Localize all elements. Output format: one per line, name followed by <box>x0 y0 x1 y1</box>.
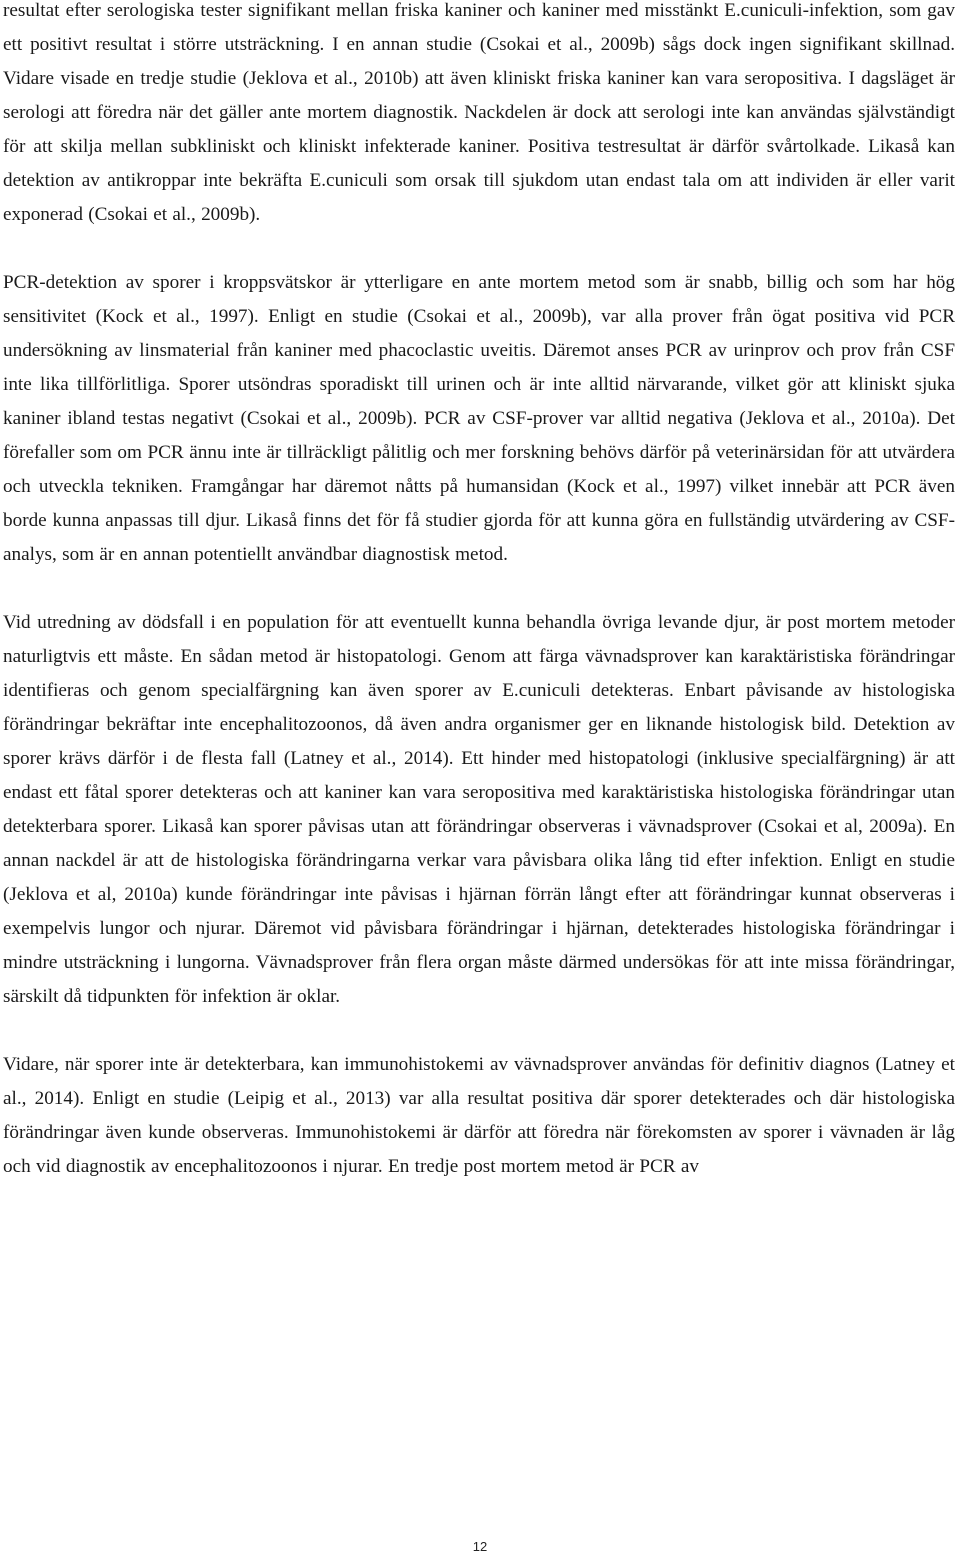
page-number: 12 <box>472 1539 488 1554</box>
paragraph-immunohistochemistry: Vidare, när sporer inte är detekterbara, kan immunohistokemi av vävnadsprover användas för definitiv diagnos (Latney et al., 2014). Enligt en studie (Leipig et al., 2013) var alla resultat positiva där sporer detekterades och där histologiska förändringar även kunde observeras. Immunohistokemi är därför att föredra när förekomsten av sporer i vävnaden är låg och vid diagnostik av encephalitozoonos i njurar. En tredje post mortem metod är PCR av <box>3 1054 955 1177</box>
paragraph-histopathology: Vid utredning av dödsfall i en population för att eventuellt kunna behandla övriga levande djur, är post mortem metoder naturligtvis ett måste. En sådan metod är histopatologi. Genom att färga vävnadsprover kan karaktäristiska förändringar identifieras och genom specialfärgning kan även sporer av E.cuniculi detekteras. Enbart påvisande av histologiska förändringar bekräftar inte encephalitozoonos, då även andra organismer ger en liknande histologisk bild. Detektion av sporer krävs därför i de flesta fall (Latney et al., 2014). Ett hinder med histopatologi (inklusive specialfärgning) är att endast ett fåtal sporer detekteras och att kaniner kan vara seropositiva med karaktäristiska histologiska förändringar utan detekterbara sporer. Likaså kan sporer påvisas utan att förändringar observeras i vävnadsprover (Csokai et al, 2009a). En annan nackdel är att de histologiska förändringarna verkar vara påvisbara olika lång tid efter infektion. Enligt en studie (Jeklova et al, 2010a) kunde förändringar inte påvisas i hjärnan förrän långt efter att förändringar kunnat observeras i exempelvis lungor och njurar. Däremot vid påvisbara förändringar i hjärnan, detekterades histologiska förändringar i mindre utsträckning i lungorna. Vävnadsprover från flera organ måste därmed undersökas för att inte missa förändringar, särskilt då tidpunkten för infektion är oklar. <box>3 612 955 1007</box>
document-body <box>3 0 955 1184</box>
paragraph-pcr: PCR-detektion av sporer i kroppsvätskor är ytterligare en ante mortem metod som är snabb, billig och som har hög sensitivitet (Kock et al., 1997). Enligt en studie (Csokai et al., 2009b), var alla prover från ögat positiva vid PCR undersökning av linsmaterial från kaniner med phacoclastic uveitis. Däremot anses PCR av urinprov och prov från CSF inte lika tillförlitliga. Sporer utsöndras sporadiskt till urinen och är inte alltid närvarande, vilket gör att kliniskt sjuka kaniner ibland testas negativt (Csokai et al., 2009b). PCR av CSF-prover var alltid negativa (Jeklova et al., 2010a). Det förefaller som om PCR ännu inte är tillräckligt pålitlig och mer forskning behövs därför på veterinärsidan för att utvärdera och utveckla tekniken. Framgångar har däremot nåtts på humansidan (Kock et al., 1997) vilket innebär att PCR även borde kunna anpassas till djur. Likaså finns det för få studier gjorda för att kunna göra en fullständig utvärdering av CSF-analys, som är en annan potentiellt användbar diagnostisk metod. <box>3 272 955 565</box>
paragraph-gap <box>3 232 955 266</box>
paragraph-serology: resultat efter serologiska tester signifikant mellan friska kaniner och kaniner med misstänkt E.cuniculi-infektion, som gav ett positivt resultat i större utsträckning. I en annan studie (Csokai et al., 2009b) sågs dock ingen signifikant skillnad. Vidare visade en tredje studie (Jeklova et al., 2010b) att även kliniskt friska kaniner kan vara seropositiva. I dagsläget är serologi att föredra när det gäller ante mortem diagnostik. Nackdelen är dock att serologi inte kan användas självständigt för att skilja mellan subkliniskt och kliniskt infekterade kaniner. Positiva testresultat är därför svårtolkade. Likaså kan detektion av antikroppar inte bekräfta E.cuniculi som orsak till sjukdom utan endast tala om att individen är eller varit exponerad (Csokai et al., 2009b). <box>3 0 955 225</box>
paragraph-gap <box>3 1014 955 1048</box>
paragraph-gap <box>3 572 955 606</box>
